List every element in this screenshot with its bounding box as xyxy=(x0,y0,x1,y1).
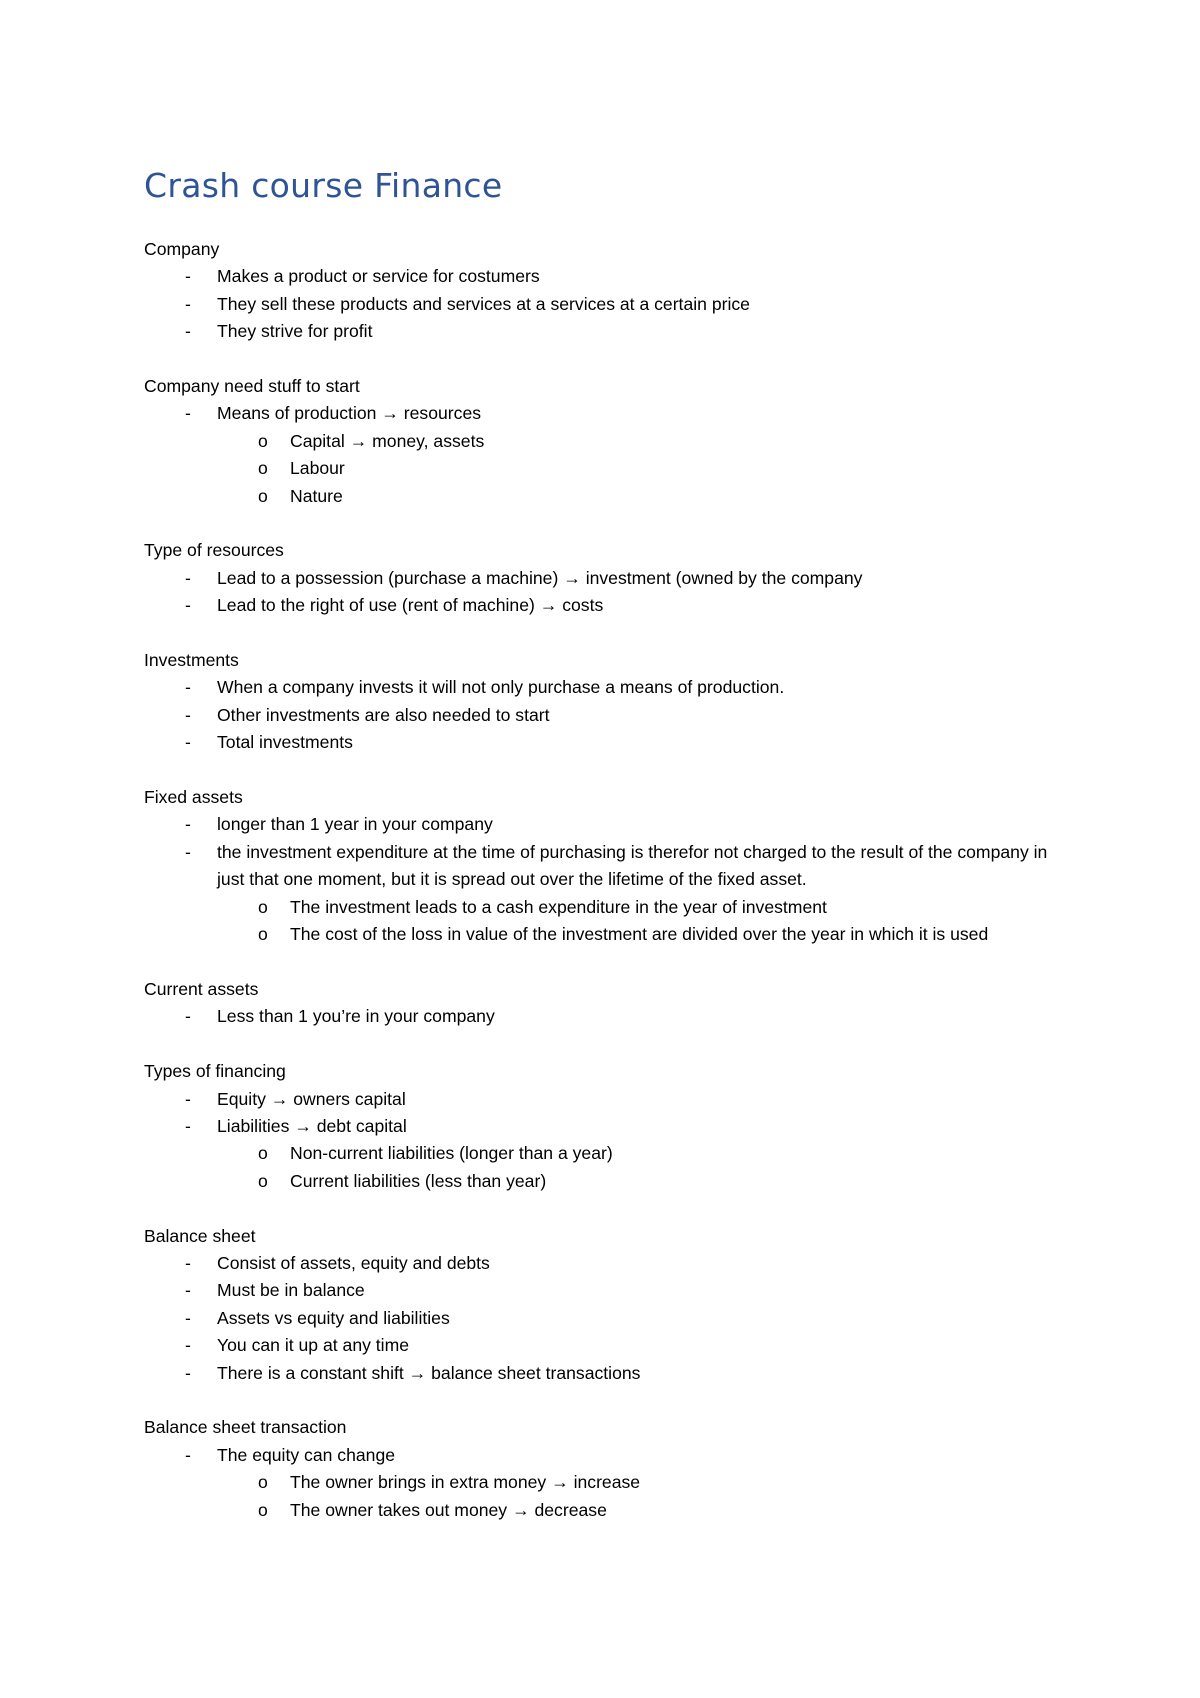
list-item xyxy=(144,1113,1074,1195)
dash-marker: - xyxy=(185,403,191,424)
circle-bullet-marker: o xyxy=(258,1170,268,1191)
circle-bullet-marker: o xyxy=(258,430,268,451)
list-item-text: Makes a product or service for costumers xyxy=(217,266,540,287)
section-heading: Types of financing xyxy=(144,1061,286,1082)
list-item xyxy=(144,1086,1074,1113)
list-item xyxy=(144,1360,1074,1387)
sub-list-item-text: Non-current liabilities (longer than a year) xyxy=(290,1143,613,1164)
circle-bullet-marker: o xyxy=(258,924,268,945)
dash-marker: - xyxy=(185,266,191,287)
sub-bullet-list xyxy=(217,1469,1074,1524)
sub-list-item xyxy=(217,1497,1074,1524)
list-item xyxy=(144,1003,1074,1030)
list-item-text: The equity can change xyxy=(217,1444,396,1465)
list-item-text: Consist of assets, equity and debts xyxy=(217,1252,490,1273)
list-item xyxy=(144,291,1074,318)
dash-marker: - xyxy=(185,321,191,342)
sub-list-item xyxy=(217,1168,1074,1195)
notes-section xyxy=(144,976,1074,1031)
list-item-text: Lead to a possession (purchase a machine) → investment (owned by the company xyxy=(217,567,863,588)
dash-marker: - xyxy=(185,704,191,725)
circle-bullet-marker: o xyxy=(258,1472,268,1493)
document-title: Crash course Finance xyxy=(144,166,503,205)
sub-list-item-text: The cost of the loss in value of the investment are divided over the year in which it is used xyxy=(290,924,989,945)
notes-section xyxy=(144,537,1074,619)
list-item-text: You can it up at any time xyxy=(217,1335,410,1356)
dash-marker: - xyxy=(185,841,191,862)
list-item xyxy=(144,263,1074,290)
circle-bullet-marker: o xyxy=(258,458,268,479)
dash-marker: - xyxy=(185,1088,191,1109)
dash-marker: - xyxy=(185,677,191,698)
list-item-text: Less than 1 you’re in your company xyxy=(217,1006,495,1027)
bullet-list xyxy=(144,1003,1074,1030)
dash-marker: - xyxy=(185,1006,191,1027)
list-item xyxy=(144,702,1074,729)
sub-list-item-text: Current liabilities (less than year) xyxy=(290,1170,547,1191)
list-item-text: the investment expenditure at the time of purchasing is therefor not charged to the result of the company in just that one moment, but it is spread out over the lifetime of the fixed asset. xyxy=(217,841,1048,890)
bullet-list xyxy=(144,1086,1074,1196)
sub-list-item xyxy=(217,921,1074,948)
bullet-list xyxy=(144,1250,1074,1387)
list-item-text: Equity → owners capital xyxy=(217,1088,406,1109)
list-item xyxy=(144,674,1074,701)
bullet-list xyxy=(144,565,1074,620)
list-item-text: longer than 1 year in your company xyxy=(217,814,493,835)
list-item xyxy=(144,839,1074,949)
dash-marker: - xyxy=(185,1252,191,1273)
list-item xyxy=(144,400,1074,510)
circle-bullet-marker: o xyxy=(258,896,268,917)
list-item-text: Lead to the right of use (rent of machine) → costs xyxy=(217,595,604,616)
section-heading: Fixed assets xyxy=(144,787,243,808)
list-item-text: Must be in balance xyxy=(217,1280,365,1301)
document-body xyxy=(144,236,1074,1551)
circle-bullet-marker: o xyxy=(258,485,268,506)
list-item xyxy=(144,565,1074,592)
list-item-text: When a company invests it will not only purchase a means of production. xyxy=(217,677,785,698)
sub-list-item-text: The owner takes out money → decrease xyxy=(290,1499,607,1520)
sub-bullet-list xyxy=(217,894,1074,949)
dash-marker: - xyxy=(185,567,191,588)
list-item-text: They sell these products and services at a services at a certain price xyxy=(217,293,750,314)
section-heading: Company need stuff to start xyxy=(144,376,360,397)
list-item-text: They strive for profit xyxy=(217,321,373,342)
sub-list-item xyxy=(217,483,1074,510)
section-heading: Balance sheet transaction xyxy=(144,1417,347,1438)
notes-section xyxy=(144,1223,1074,1387)
sub-list-item xyxy=(217,894,1074,921)
dash-marker: - xyxy=(185,595,191,616)
list-item-text: Other investments are also needed to start xyxy=(217,704,550,725)
sub-list-item-text: The owner brings in extra money → increase xyxy=(290,1472,641,1493)
circle-bullet-marker: o xyxy=(258,1499,268,1520)
list-item xyxy=(144,1442,1074,1524)
section-heading: Balance sheet xyxy=(144,1225,256,1246)
list-item-text: Total investments xyxy=(217,732,353,753)
bullet-list xyxy=(144,400,1074,510)
dash-marker: - xyxy=(185,732,191,753)
list-item xyxy=(144,811,1074,838)
dash-marker: - xyxy=(185,814,191,835)
list-item xyxy=(144,592,1074,619)
section-heading: Investments xyxy=(144,650,239,671)
dash-marker: - xyxy=(185,1280,191,1301)
dash-marker: - xyxy=(185,1307,191,1328)
bullet-list xyxy=(144,263,1074,345)
dash-marker: - xyxy=(185,293,191,314)
list-item xyxy=(144,1250,1074,1277)
sub-list-item xyxy=(217,428,1074,455)
sub-list-item-text: Nature xyxy=(290,485,343,506)
sub-bullet-list xyxy=(217,1140,1074,1195)
notes-section xyxy=(144,1414,1074,1524)
notes-section xyxy=(144,647,1074,757)
bullet-list xyxy=(144,1442,1074,1524)
list-item xyxy=(144,729,1074,756)
list-item-text: There is a constant shift → balance sheet transactions xyxy=(217,1362,641,1383)
list-item-text: Assets vs equity and liabilities xyxy=(217,1307,450,1328)
sub-list-item xyxy=(217,1469,1074,1496)
sub-list-item-text: Labour xyxy=(290,458,345,479)
notes-section xyxy=(144,373,1074,510)
circle-bullet-marker: o xyxy=(258,1143,268,1164)
section-heading: Company xyxy=(144,239,220,259)
list-item-text: Liabilities → debt capital xyxy=(217,1115,407,1136)
dash-marker: - xyxy=(185,1362,191,1383)
section-heading: Type of resources xyxy=(144,540,284,561)
notes-section xyxy=(144,784,1074,948)
dash-marker: - xyxy=(185,1115,191,1136)
sub-list-item xyxy=(217,455,1074,482)
dash-marker: - xyxy=(185,1444,191,1465)
sub-list-item-text: Capital → money, assets xyxy=(290,430,485,451)
sub-list-item-text: The investment leads to a cash expenditure in the year of investment xyxy=(290,896,827,917)
list-item xyxy=(144,318,1074,345)
dash-marker: - xyxy=(185,1335,191,1356)
list-item-text: Means of production → resources xyxy=(217,403,482,424)
bullet-list xyxy=(144,811,1074,948)
section-heading: Current assets xyxy=(144,978,259,999)
list-item xyxy=(144,1305,1074,1332)
sub-list-item xyxy=(217,1140,1074,1167)
sub-bullet-list xyxy=(217,428,1074,510)
list-item xyxy=(144,1332,1074,1359)
bullet-list xyxy=(144,674,1074,756)
notes-section xyxy=(144,236,1074,346)
notes-section xyxy=(144,1058,1074,1195)
list-item xyxy=(144,1277,1074,1304)
